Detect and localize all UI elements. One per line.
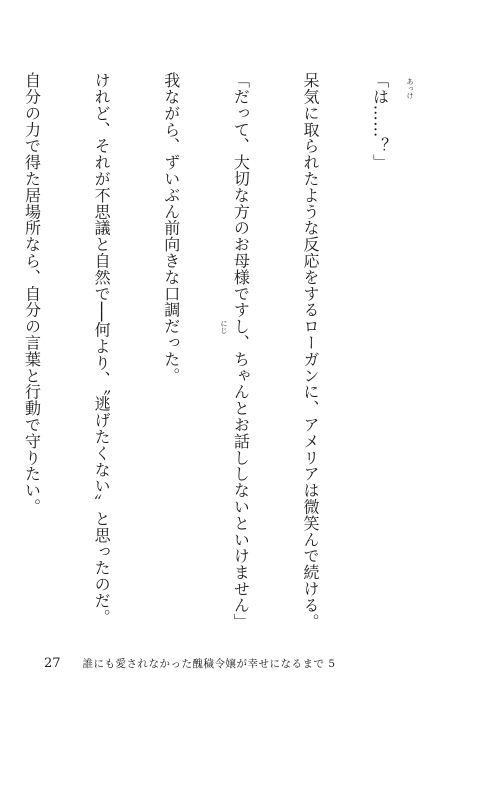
page-footer (44, 656, 336, 671)
text-line: 呆気に取られたような反応をするローガンに、アメリアは微笑んで続ける。 (300, 72, 320, 630)
text-line: 「だって、大切な方のお母様ですし、ちゃんとお話ししないといけません」 (231, 72, 251, 630)
page-number: 27 (44, 656, 61, 671)
text-line: 「は……？」 (370, 72, 390, 171)
text-line: 我ながら、ずいぶん前向きな口調だった。 (161, 72, 181, 384)
text-line: けれど、それが不思議と自然で──何より、〝逃げたくない〟と思ったのだ。 (92, 72, 112, 626)
vertical-text-body (0, 72, 438, 630)
running-title: 誰にも愛されなかった醜穢令嬢が幸せになるまで 5 (82, 658, 336, 670)
text-line: 自分の力で得た居場所なら、自分の言葉と行動で守りたい。 (22, 72, 42, 515)
ruby-akke: あっけ (406, 78, 414, 99)
ruby-nijin: にじ (220, 320, 228, 334)
